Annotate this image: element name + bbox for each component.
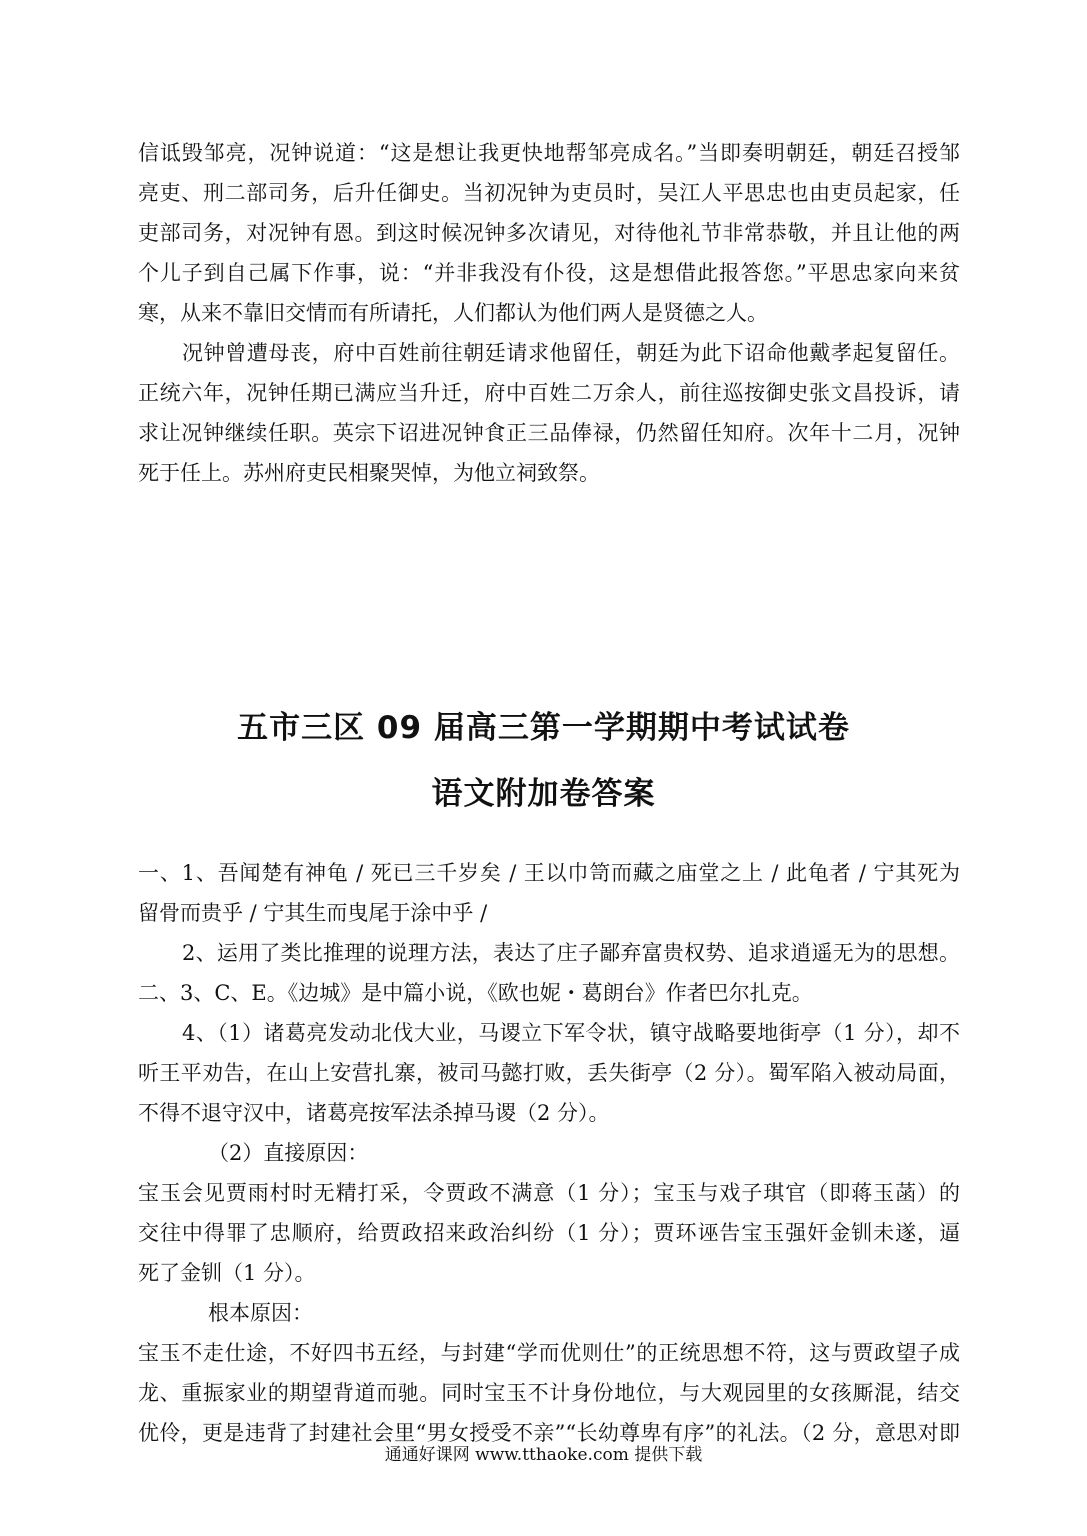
passage-line: 死于任上。苏州府吏民相聚哭悼，为他立祠致祭。 <box>138 461 600 485</box>
answer-line: 不得不退守汉中，诸葛亮按军法杀掉马谡（2 分）。 <box>138 1101 610 1125</box>
passage-line: 个儿子到自己属下作事，说：“并非我没有仆役，这是想借此报答您。”平思忠家向来贫 <box>138 261 960 285</box>
passage-line: 求让况钟继续任职。英宗下诏进况钟食正三品俸禄，仍然留任知府。次年十二月，况钟 <box>138 421 960 445</box>
exam-title: 五市三区 09 届高三第一学期期中考试试卷 <box>237 710 850 746</box>
answer-line: 2、运用了类比推理的说理方法，表达了庄子鄙弃富贵权势、追求逍遥无为的思想。 <box>182 941 960 965</box>
exam-subtitle: 语文附加卷答案 <box>431 776 656 812</box>
passage-line: 正统六年，况钟任期已满应当升迁，府中百姓二万余人，前往巡按御史张文昌投诉，请 <box>138 381 960 405</box>
answer-line: 4、（1）诸葛亮发动北伐大业，马谡立下军令状，镇守战略要地街亭（1 分），却不 <box>182 1021 960 1045</box>
passage-line: 信诋毁邹亮，况钟说道：“这是想让我更快地帮邹亮成名。”当即奏明朝廷，朝廷召授邹 <box>138 141 960 165</box>
passage-line: 亮吏、刑二部司务，后升任御史。当初况钟为吏员时，吴江人平思忠也由吏员起家，任 <box>138 181 960 205</box>
answer-line: 宝玉会见贾雨村时无精打采，令贾政不满意（1 分）；宝玉与戏子琪官（即蒋玉菡）的 <box>138 1181 960 1205</box>
page-footer: 通通好课网 www.tthaoke.com 提供下载 <box>384 1445 703 1465</box>
answer-line: （2）直接原因： <box>208 1141 369 1165</box>
answer-line: 二、3、C、E。《边城》是中篇小说，《欧也妮・葛朗台》作者巴尔扎克。 <box>138 981 813 1005</box>
passage-line: 吏部司务，对况钟有恩。到这时候况钟多次请见，对待他礼节非常恭敬，并且让他的两 <box>138 221 960 245</box>
answer-line: 死了金钏（1 分）。 <box>138 1261 316 1285</box>
answer-line: 交往中得罪了忠顺府，给贾政招来政治纠纷（1 分）；贾环诬告宝玉强奸金钏未遂，逼 <box>138 1221 960 1245</box>
answer-line: 宝玉不走仕途，不好四书五经，与封建“学而优则仕”的正统思想不符，这与贾政望子成 <box>138 1341 960 1365</box>
passage-line: 况钟曾遭母丧，府中百姓前往朝廷请求他留任，朝廷为此下诏命他戴孝起复留任。 <box>182 341 960 365</box>
answer-line: 留骨而贵乎 / 宁其生而曳尾于涂中乎 / <box>138 901 488 925</box>
answer-line: 龙、重振家业的期望背道而驰。同时宝玉不计身份地位，与大观园里的女孩厮混，结交 <box>138 1381 960 1405</box>
answer-line: 优伶，更是违背了封建社会里“男女授受不亲”“长幼尊卑有序”的礼法。（2 分，意思对即 <box>138 1421 960 1445</box>
translation-passage <box>138 133 960 493</box>
answer-section <box>138 853 960 1453</box>
answer-line: 根本原因： <box>208 1301 313 1325</box>
answer-line: 一、1、吾闻楚有神龟 / 死已三千岁矣 / 王以巾笥而藏之庙堂之上 / 此龟者 / 宁其死为 <box>138 861 960 885</box>
answer-line: 听王平劝告，在山上安营扎寨，被司马懿打败，丢失街亭（2 分）。蜀军陷入被动局面， <box>138 1061 960 1085</box>
passage-line: 寒，从来不靠旧交情而有所请托，人们都认为他们两人是贤德之人。 <box>138 301 768 325</box>
